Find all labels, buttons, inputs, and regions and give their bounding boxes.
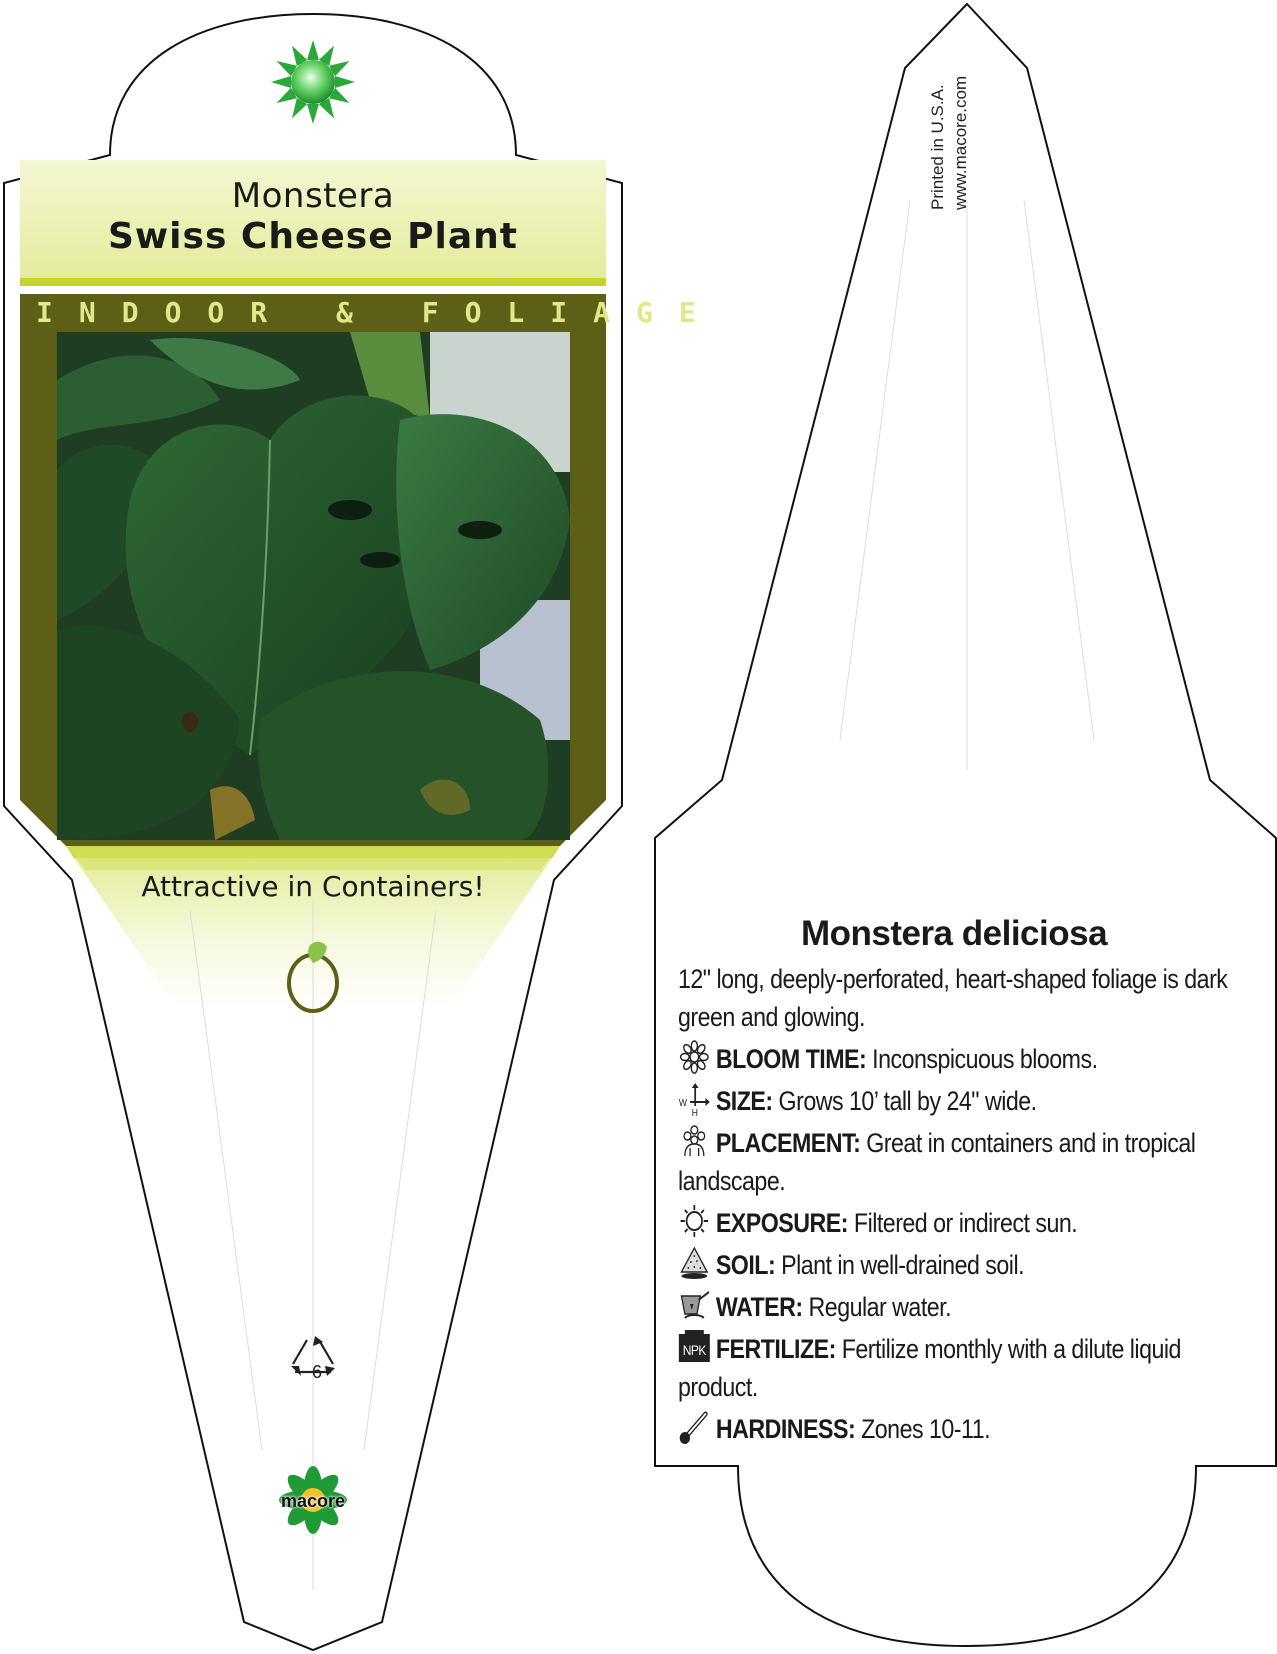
attribute-exposure: EXPOSURE: Filtered or indirect sun. [678,1204,1228,1242]
print-info [926,76,972,210]
plant-photo [57,332,570,840]
svg-text:H: H [691,1107,698,1116]
tagline: Attractive in Containers! [141,870,485,903]
printed-in: Printed in U.S.A. [928,84,947,210]
care-info [678,914,1230,1448]
description: 12" long, deeply-perforated, heart-shaped foliage is dark green and glowing. [678,964,1228,1032]
attribute-fertilize: NPK FERTILIZE: Fertilize monthly with a dilute liquid product. [678,1330,1228,1406]
main-name: Swiss Cheese Plant [107,216,519,257]
plant-title [20,176,606,258]
attribute-soil: SOIL: Plant in well-drained soil. [678,1246,1228,1284]
svg-text:NPK: NPK [682,1342,706,1359]
npk-icon [678,1330,711,1364]
recycle-number: 6 [311,1362,322,1382]
brand-name: macore [280,1491,346,1511]
svg-text:W: W [678,1097,687,1109]
scientific-name: Monstera deliciosa [800,914,1108,953]
attribute-bloom: BLOOM TIME: Inconspicuous blooms. [678,1040,1228,1078]
placement-icon [678,1124,711,1158]
watering-can-icon [678,1288,711,1322]
sun-icon [678,1204,711,1238]
size-arrows-icon [678,1082,711,1116]
soil-icon [678,1246,711,1280]
attribute-placement: PLACEMENT: Great in containers and in tropical landscape. [678,1124,1228,1200]
attribute-size: W H SIZE: Grows 10’ tall by 24" wide. [678,1082,1228,1120]
flower-icon [678,1040,711,1074]
common-name: Monstera [231,176,395,216]
attribute-hardiness: HARDINESS: Zones 10-11. [678,1410,1228,1448]
website: www.macore.com [951,75,970,210]
header-stripe [20,278,606,286]
attribute-water: WATER: Regular water. [678,1288,1228,1326]
thermometer-icon [678,1410,711,1444]
category-label: INDOOR & FOLIAGE [36,296,722,329]
